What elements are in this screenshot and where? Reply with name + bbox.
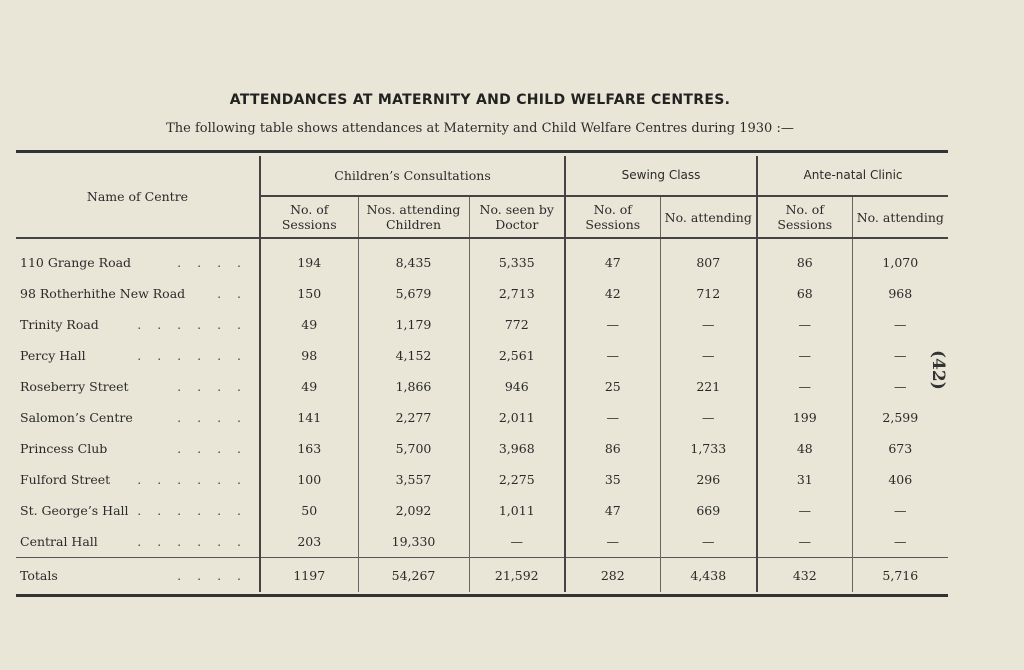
value-cell: 673	[852, 433, 948, 464]
leader-dots: . . . .	[177, 255, 247, 270]
value-cell: —	[660, 402, 757, 433]
value-cell: 19,330	[358, 526, 469, 558]
col-antenatal-sessions: No. of Sessions	[757, 196, 852, 238]
centre-name-cell	[16, 309, 260, 340]
table-body	[16, 238, 948, 592]
value-cell: 199	[757, 402, 852, 433]
centre-name: Princess Club	[20, 441, 108, 456]
ante-natal-clinic-header: Ante-natal Clinic	[757, 156, 948, 196]
value-cell: 141	[260, 402, 358, 433]
centre-name: Salomon’s Centre	[20, 410, 133, 425]
top-rule	[16, 150, 948, 153]
col-cc-seen-by-doctor: No. seen by Doctor	[469, 196, 565, 238]
centre-name: Roseberry Street	[20, 379, 129, 394]
table-row	[16, 464, 948, 495]
value-cell: 49	[260, 371, 358, 402]
leader-dots: . .	[217, 286, 247, 301]
leader-dots: . . . . . .	[137, 472, 247, 487]
value-cell: 100	[260, 464, 358, 495]
value-cell: 2,092	[358, 495, 469, 526]
value-cell: —	[852, 526, 948, 558]
leader-dots: . . . . . .	[137, 503, 247, 518]
value-cell: —	[565, 309, 660, 340]
sewing-class-header: Sewing Class	[565, 156, 757, 196]
value-cell: 31	[757, 464, 852, 495]
table-row	[16, 433, 948, 464]
centre-name: Fulford Street	[20, 472, 111, 487]
table-row	[16, 402, 948, 433]
table-row	[16, 309, 948, 340]
page-number: (42)	[928, 350, 948, 390]
value-cell: —	[852, 309, 948, 340]
value-cell: 47	[565, 495, 660, 526]
totals-row	[16, 558, 948, 593]
table-row	[16, 340, 948, 371]
value-cell: —	[565, 402, 660, 433]
totals-label: Totals	[20, 567, 58, 583]
total-value-cell: 4,438	[660, 558, 757, 593]
value-cell: 1,866	[358, 371, 469, 402]
value-cell: —	[852, 371, 948, 402]
table-row	[16, 495, 948, 526]
value-cell: —	[565, 340, 660, 371]
total-value-cell: 1197	[260, 558, 358, 593]
value-cell: 35	[565, 464, 660, 495]
value-cell: —	[660, 526, 757, 558]
col-sewing-sessions: No. of Sessions	[565, 196, 660, 238]
total-value-cell: 5,716	[852, 558, 948, 593]
value-cell: —	[757, 309, 852, 340]
value-cell: 1,011	[469, 495, 565, 526]
value-cell: 47	[565, 238, 660, 278]
value-cell: 968	[852, 278, 948, 309]
value-cell: 669	[660, 495, 757, 526]
value-cell: 772	[469, 309, 565, 340]
value-cell: 42	[565, 278, 660, 309]
value-cell: 3,968	[469, 433, 565, 464]
centre-name-cell	[16, 371, 260, 402]
col-cc-sessions: No. of Sessions	[260, 196, 358, 238]
page-title: ATTENDANCES AT MATERNITY AND CHILD WELFARE CENTRES.	[229, 92, 731, 108]
value-cell: 807	[660, 238, 757, 278]
value-cell: —	[565, 526, 660, 558]
leader-dots: . . . .	[177, 379, 247, 394]
value-cell: 86	[757, 238, 852, 278]
centre-name-cell	[16, 526, 260, 558]
value-cell: 296	[660, 464, 757, 495]
total-value-cell: 54,267	[358, 558, 469, 593]
value-cell: 712	[660, 278, 757, 309]
value-cell: 150	[260, 278, 358, 309]
value-cell: 163	[260, 433, 358, 464]
value-cell: 1,179	[358, 309, 469, 340]
totals-label-cell	[16, 558, 260, 593]
value-cell: 5,335	[469, 238, 565, 278]
table-row	[16, 371, 948, 402]
value-cell: 98	[260, 340, 358, 371]
col-sewing-attending: No. attending	[660, 196, 757, 238]
value-cell: 946	[469, 371, 565, 402]
value-cell: 2,011	[469, 402, 565, 433]
value-cell: —	[757, 495, 852, 526]
total-value-cell: 21,592	[469, 558, 565, 593]
value-cell: —	[757, 371, 852, 402]
centre-name: Percy Hall	[20, 348, 86, 363]
centre-name-cell	[16, 495, 260, 526]
total-value-cell: 282	[565, 558, 660, 593]
value-cell: —	[852, 340, 948, 371]
value-cell: —	[757, 340, 852, 371]
value-cell: 86	[565, 433, 660, 464]
centre-name: 98 Rotherhithe New Road	[20, 286, 186, 301]
bottom-rule	[16, 594, 948, 597]
value-cell: 2,275	[469, 464, 565, 495]
value-cell: 3,557	[358, 464, 469, 495]
name-of-centre-header: Name of Centre	[16, 156, 260, 238]
value-cell: 68	[757, 278, 852, 309]
centre-name-cell	[16, 433, 260, 464]
value-cell: —	[852, 495, 948, 526]
centre-name: St. George’s Hall	[20, 503, 129, 518]
value-cell: 1,070	[852, 238, 948, 278]
value-cell: 203	[260, 526, 358, 558]
table-caption: The following table shows attendances at Maternity and Child Welfare Centres during 1930 :—	[166, 121, 794, 136]
centre-name-cell	[16, 464, 260, 495]
centre-name: Trinity Road	[20, 317, 99, 332]
centre-name-cell	[16, 238, 260, 278]
childrens-consultations-header: Children’s Consultations	[260, 156, 565, 196]
value-cell: 2,713	[469, 278, 565, 309]
centre-name: Central Hall	[20, 534, 98, 549]
table-row	[16, 278, 948, 309]
value-cell: 1,733	[660, 433, 757, 464]
table-row	[16, 526, 948, 558]
value-cell: 4,152	[358, 340, 469, 371]
value-cell: —	[469, 526, 565, 558]
leader-dots: . . . . . .	[137, 348, 247, 363]
centre-name-cell	[16, 402, 260, 433]
col-cc-children: Nos. attending Children	[358, 196, 469, 238]
value-cell: 2,277	[358, 402, 469, 433]
leader-dots: . . . .	[177, 441, 247, 456]
leader-dots: . . . .	[177, 567, 247, 583]
value-cell: 406	[852, 464, 948, 495]
value-cell: —	[757, 526, 852, 558]
table-row	[16, 238, 948, 278]
leader-dots: . . . .	[177, 410, 247, 425]
leader-dots: . . . . . .	[137, 317, 247, 332]
value-cell: —	[660, 309, 757, 340]
value-cell: 2,599	[852, 402, 948, 433]
attendance-table	[16, 150, 948, 597]
value-cell: 8,435	[358, 238, 469, 278]
value-cell: 194	[260, 238, 358, 278]
leader-dots: . . . . . .	[137, 534, 247, 549]
value-cell: 2,561	[469, 340, 565, 371]
value-cell: 49	[260, 309, 358, 340]
centre-name: 110 Grange Road	[20, 255, 132, 270]
value-cell: 5,700	[358, 433, 469, 464]
col-antenatal-attending: No. attending	[852, 196, 948, 238]
value-cell: 25	[565, 371, 660, 402]
value-cell: 50	[260, 495, 358, 526]
value-cell: 5,679	[358, 278, 469, 309]
total-value-cell: 432	[757, 558, 852, 593]
value-cell: 48	[757, 433, 852, 464]
centre-name-cell	[16, 278, 260, 309]
value-cell: 221	[660, 371, 757, 402]
value-cell: —	[660, 340, 757, 371]
centre-name-cell	[16, 340, 260, 371]
